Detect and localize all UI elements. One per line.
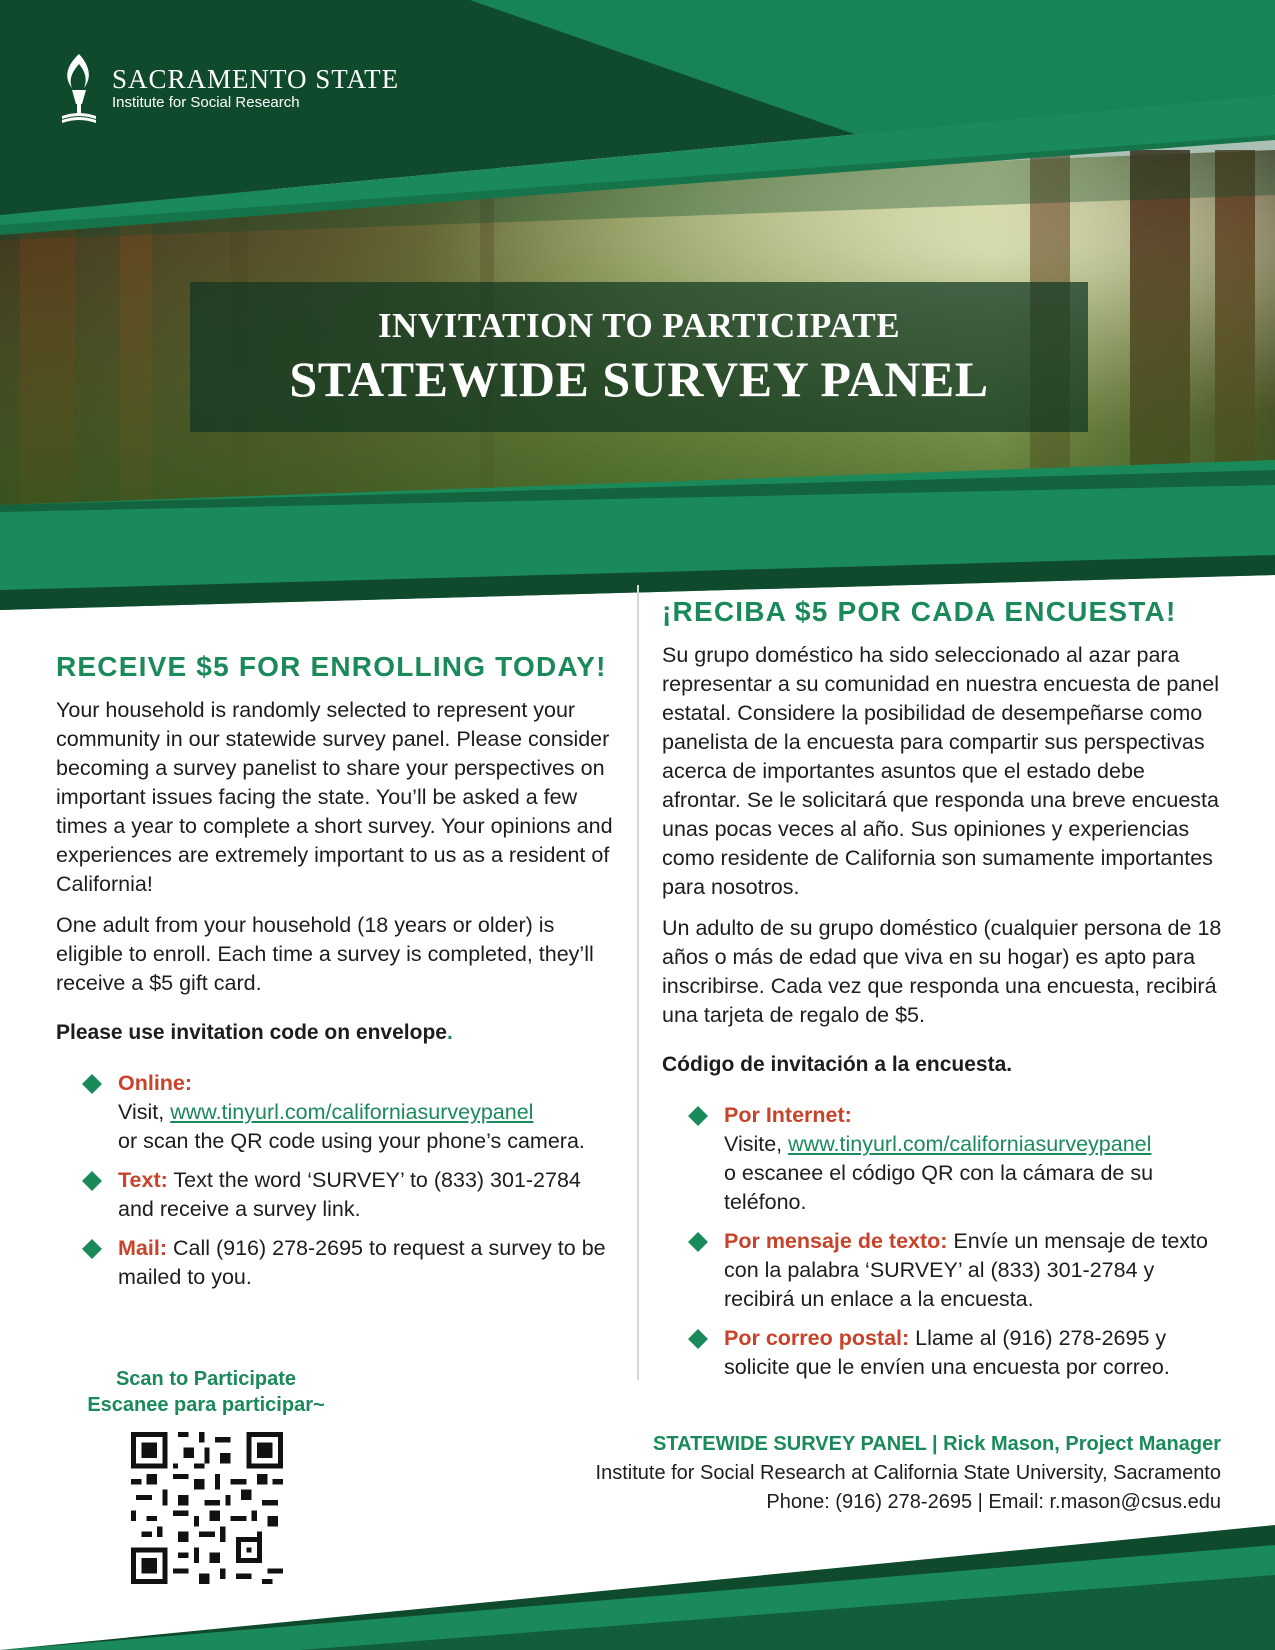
footer-contact: Phone: (916) 278-2695 | Email: r.mason@csus.edu xyxy=(766,1491,1221,1513)
spanish-heading: ¡RECIBA $5 POR CADA ENCUESTA! xyxy=(662,596,1177,627)
scan-to-participate: Scan to Participate xyxy=(115,1368,297,1390)
english-code-note xyxy=(56,1018,616,1047)
english-heading: RECEIVE $5 FOR ENROLLING TODAY! xyxy=(56,651,607,682)
torch-flame-logo-icon xyxy=(58,52,100,124)
spanish-intro-paragraph: Su grupo doméstico ha sido seleccionado al azar para representar a su comunidad en nuestra encuesta de panel estatal. Considere la posibilidad de desempeñarse como panelista de la encuesta para compartir sus perspectivas acerca de importantes asuntos que el estado debe afrontar. Se le solicitará que responda una breve encuesta unas pocas veces al año. Sus opiniones y experiencias como residente de California son sumamente importantes para nosotros. xyxy=(662,643,1219,899)
text-label: Text: xyxy=(118,1168,168,1192)
column-divider xyxy=(637,585,639,1380)
spanish-eligibility-paragraph: Un adulto de su grupo doméstico (cualquier persona de 18 años o más de edad que viva en su hogar) es apto para inscribirse. Cada vez que responda una encuesta, recibirá una tarjeta de regalo de $5. xyxy=(662,916,1222,1027)
survey-url-link-es[interactable]: www.tinyurl.com/californiasurveypanel xyxy=(788,1132,1152,1156)
escanee-text: o escanee el código QR con la cámara de su teléfono. xyxy=(724,1161,1154,1214)
title-box xyxy=(190,282,1088,432)
survey-url-link[interactable]: www.tinyurl.com/californiasurveypanel xyxy=(170,1100,534,1124)
list-item-mail xyxy=(56,1234,616,1292)
english-intro-paragraph: Your household is randomly selected to represent your community in our statewide survey panel. Please consider becoming a survey panelist to share your perspectives on important issues facing the state. You’ll be asked a few times a year to complete a short survey. Your opinions and experiences are extremely important to us as a resident of California! xyxy=(56,698,613,896)
list-item-text xyxy=(56,1166,616,1224)
spanish-column xyxy=(662,595,1222,1392)
online-qr-text: or scan the QR code using your phone’s camera. xyxy=(118,1129,585,1153)
diamond-icon xyxy=(80,1169,104,1193)
list-item-por-mensaje xyxy=(662,1227,1222,1314)
list-item-online xyxy=(56,1069,616,1156)
list-item-por-correo xyxy=(662,1324,1222,1382)
footer-institute: Institute for Social Research at California State University, Sacramento xyxy=(595,1462,1221,1484)
text-body: Text the word ‘SURVEY’ to (833) 301-2784 and receive a survey link. xyxy=(118,1168,581,1221)
diamond-icon xyxy=(80,1237,104,1261)
diamond-icon xyxy=(80,1072,104,1096)
sacramento-state-logo xyxy=(58,52,399,124)
mail-label: Mail: xyxy=(118,1236,167,1260)
english-column xyxy=(56,650,616,1302)
banner-title: STATEWIDE SURVEY PANEL xyxy=(289,351,989,407)
spanish-code-note: Código de invitación a la encuesta. xyxy=(662,1053,1013,1076)
online-visit-text: Visit, xyxy=(118,1100,171,1124)
por-mensaje-label: Por mensaje de texto: xyxy=(724,1229,948,1253)
header-banner xyxy=(0,0,1275,610)
por-correo-label: Por correo postal: xyxy=(724,1326,910,1350)
english-options-list xyxy=(56,1069,616,1292)
code-note-period: . xyxy=(446,1021,453,1044)
diamond-icon xyxy=(686,1230,710,1254)
por-internet-label: Por Internet: xyxy=(724,1103,852,1127)
mail-body: Call (916) 278-2695 to request a survey to be mailed to you. xyxy=(118,1236,606,1289)
visite-text: Visite, xyxy=(724,1132,789,1156)
footer-title: STATEWIDE SURVEY PANEL | Rick Mason, Project Manager xyxy=(653,1433,1221,1455)
escanee-para-participar: Escanee para participar~ xyxy=(87,1394,325,1416)
banner-line1: INVITATION TO PARTICIPATE xyxy=(377,306,901,345)
contact-footer xyxy=(596,1430,1221,1517)
logo-subtitle: Institute for Social Research xyxy=(112,94,300,111)
qr-caption xyxy=(76,1366,336,1418)
por-correo-body: Llame al (916) 278-2695 y solicite que le envíen una encuesta por correo. xyxy=(724,1326,1170,1379)
code-note-text: Please use invitation code on envelope xyxy=(56,1021,447,1044)
diamond-icon xyxy=(686,1104,710,1128)
diamond-icon xyxy=(686,1327,710,1351)
online-label: Online: xyxy=(118,1071,193,1095)
english-eligibility-paragraph: One adult from your household (18 years or older) is eligible to enroll. Each time a survey is completed, they’ll receive a $5 gift card. xyxy=(56,913,594,995)
bottom-green-band xyxy=(0,1505,1275,1650)
por-mensaje-body: Envíe un mensaje de texto con la palabra ‘SURVEY’ al (833) 301-2784 y recibirá un enlace a la encuesta. xyxy=(724,1229,1208,1311)
list-item-por-internet xyxy=(662,1101,1222,1217)
spanish-options-list xyxy=(662,1101,1222,1382)
logo-title: SACRAMENTO STATE xyxy=(112,64,400,94)
